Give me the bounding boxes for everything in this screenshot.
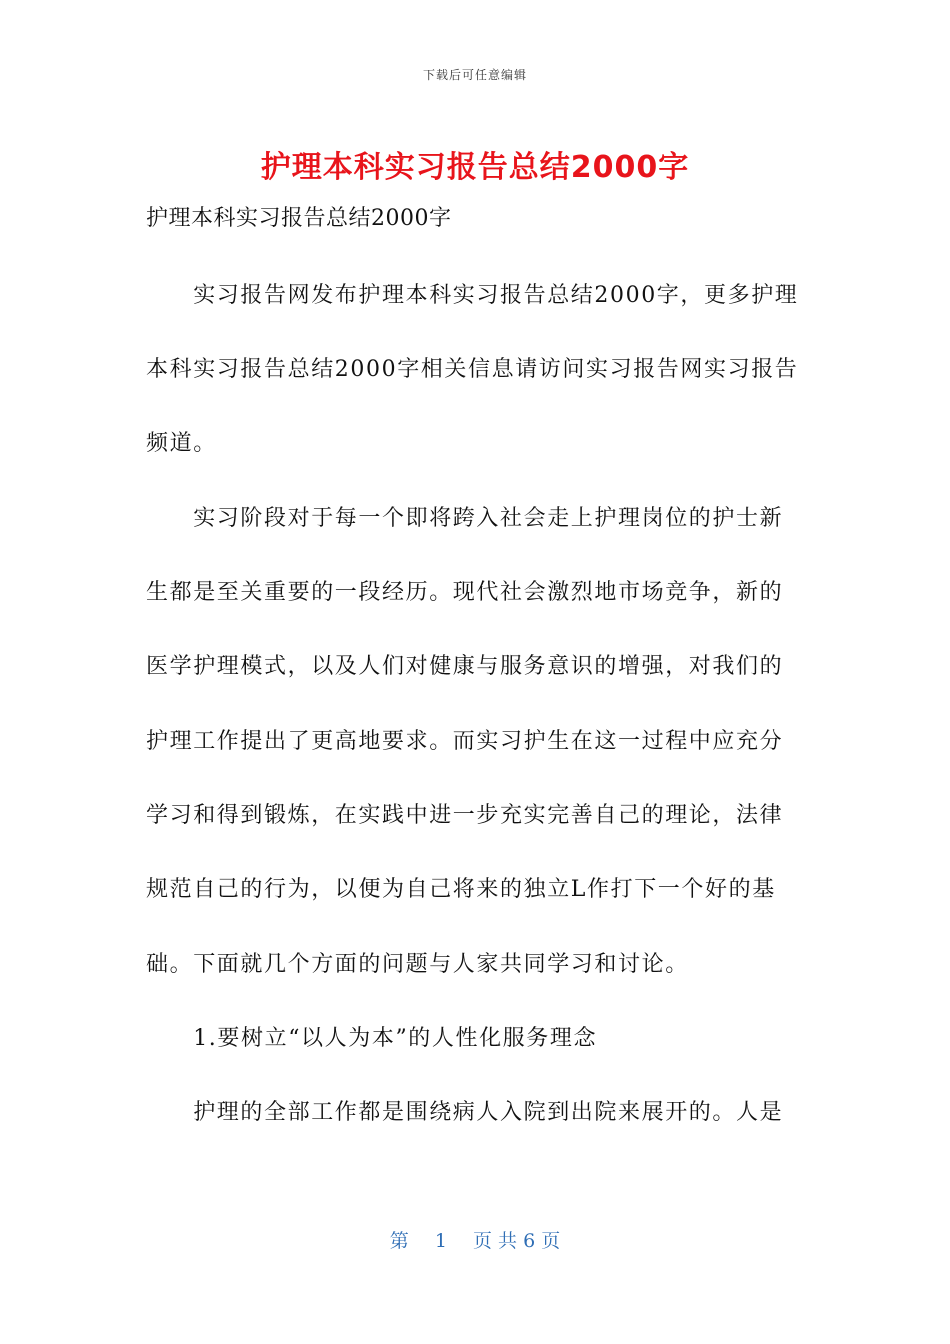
body-line: 规范自己的行为，以便为自己将来的独立L作打下一个好的基: [146, 877, 776, 902]
body-line: 学习和得到锻炼，在实践中进一步充实完善自己的理论，法律: [146, 803, 784, 828]
body-line: 生都是至关重要的一段经历。现代社会激烈地市场竞争，新的: [146, 580, 784, 605]
section-heading: 1.要树立“以人为本”的人性化服务理念: [146, 1026, 598, 1051]
body-line: 频道。: [146, 431, 217, 456]
body-line: 医学护理模式，以及人们对健康与服务意识的增强，对我们的: [146, 654, 784, 679]
document-subtitle: 护理本科实习报告总结2000字: [146, 206, 452, 231]
document-title: 护理本科实习报告总结2000字: [260, 150, 690, 185]
footer-mid: 页 共: [473, 1230, 518, 1252]
footer-current-page: 1: [434, 1230, 447, 1252]
body-line: 实习阶段对于每一个即将跨入社会走上护理岗位的护士新: [146, 506, 784, 531]
page-footer: [0, 1226, 950, 1253]
body-line: 实习报告网发布护理本科实习报告总结2000字，更多护理: [146, 283, 799, 308]
footer-prefix: 第: [389, 1230, 409, 1252]
footer-suffix: 页: [541, 1230, 561, 1252]
header-note: 下载后可任意编辑: [422, 68, 527, 82]
body-line: 础。下面就几个方面的问题与人家共同学习和讨论。: [146, 952, 689, 977]
body-line: 护理工作提出了更高地要求。而实习护生在这一过程中应充分: [146, 729, 784, 754]
body-line: 护理的全部工作都是围绕病人入院到出院来展开的。人是: [146, 1100, 784, 1125]
body-line: 本科实习报告总结2000字相关信息请访问实习报告网实习报告: [146, 357, 799, 382]
footer-total-pages: 6: [523, 1230, 536, 1252]
